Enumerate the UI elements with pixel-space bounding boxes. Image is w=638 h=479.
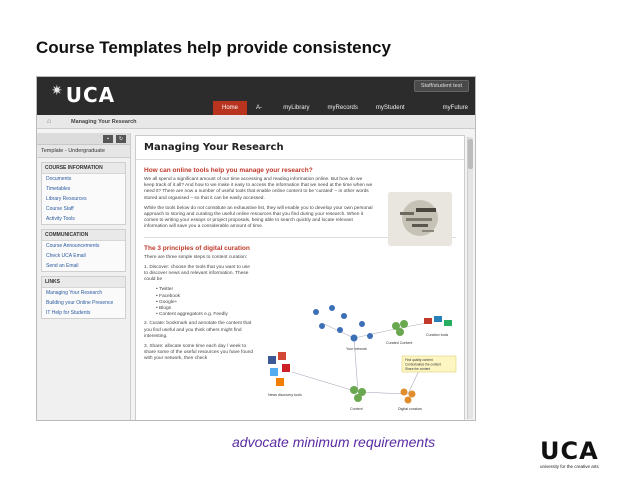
menu-section-heading: COURSE INFORMATION — [42, 163, 125, 174]
menu-item-activity-tools[interactable]: Activity Tools — [46, 215, 75, 222]
section-heading: How can online tools help you manage your research? — [144, 167, 313, 174]
scrollbar-thumb[interactable] — [468, 139, 473, 169]
logo-star-icon: ✷ — [51, 83, 64, 99]
diagram-label-curated: Curated Content — [386, 341, 413, 345]
paragraph: We all spend a significant amount of our time accessing and reading information online. But how do we keep track of it all? And how to we make it easy to access the information that we need at the time when we need it? There are now a number of useful tools that enable online content to be 'curated' – in other words stored and organised – so that it can be easily accessed. — [144, 177, 373, 201]
list-item-text: Blogs — [159, 306, 172, 312]
nav-tab-myfuture[interactable]: myFuture — [442, 105, 468, 111]
breadcrumb-bar — [37, 115, 476, 129]
list-item-text: Google+ — [159, 299, 178, 305]
section-heading: The 3 principles of digital curation — [144, 244, 250, 252]
menu-item-library-resources[interactable]: Library Resources — [46, 195, 87, 202]
nav-tab-mystudent-support[interactable]: myStudent — [375, 105, 405, 111]
menu-toolbar — [37, 133, 130, 145]
folder-icon[interactable]: ▪ — [103, 135, 113, 143]
nav-tab-a-z[interactable]: A- — [256, 105, 263, 111]
list-item: • Facebook — [156, 293, 181, 299]
paragraph: 1. Discover: choose the tools that you want to use to discover news and relevant information. These could be — [144, 264, 250, 283]
curation-diagram — [262, 294, 462, 421]
menu-section-links — [41, 276, 126, 319]
paragraph: While the tools below do not constitute an exhaustive list, they will enable you to develop your own personal approach to storing and curating the useful online resources that you find during your research. When it comes to writing your essays or project proposals, being able to search quickly and locate relevant information will save you a considerable amount of time. — [144, 205, 373, 230]
menu-section-heading: LINKS — [42, 277, 125, 288]
diagram-label-curators: Digital curators — [398, 407, 422, 411]
list-item: • Blogs — [156, 306, 172, 312]
menu-section-course-information — [41, 162, 126, 225]
slide-title: Course Templates help provide consistency — [36, 38, 391, 57]
list-item-text: Facebook — [159, 293, 181, 299]
menu-item-course-staff[interactable]: Course Staff — [46, 205, 74, 212]
course-title[interactable]: Template - Undergraduate — [37, 145, 130, 158]
home-icon[interactable]: ⌂ — [47, 118, 52, 125]
diagram-label-news: News discovery tools — [268, 393, 302, 397]
menu-item-check-uca-email[interactable]: Check UCA Email — [46, 252, 86, 259]
main-nav — [213, 101, 476, 115]
diagram-label-network: Your network — [346, 347, 367, 351]
list-item: • Google+ — [156, 299, 178, 305]
menu-item-timetables[interactable]: Timetables — [46, 185, 71, 192]
user-menu-button[interactable]: Staff/student test — [414, 80, 469, 92]
diagram-callout-line: Share the content — [405, 367, 431, 371]
diagram-label-content: Content — [350, 407, 363, 411]
page-scrollbar[interactable] — [467, 137, 473, 419]
menu-item-managing-your-research[interactable]: Managing Your Research — [46, 289, 103, 296]
course-menu — [37, 133, 131, 421]
diagram-callout-line: Contextualize the content — [405, 362, 441, 367]
logo-text: UCA — [65, 83, 116, 107]
list-item: • Twitter — [156, 287, 174, 293]
paragraph: 3. Share: allocate some time each day / week to share some of the useful resources you have found with your network, then check — [144, 344, 254, 362]
list-item-text: Twitter — [158, 287, 174, 293]
paragraph: There are three simple steps to content curation: — [144, 254, 248, 260]
content-area — [135, 135, 465, 421]
breadcrumb[interactable]: Managing Your Research — [71, 119, 137, 125]
menu-item-send-an-email[interactable]: Send an Email — [46, 262, 79, 269]
top-bar — [37, 77, 476, 115]
diagram-label-tools: Curation tools — [426, 333, 449, 337]
nav-tab-home[interactable]: Home — [213, 101, 247, 115]
menu-section-communication — [41, 229, 126, 272]
slide-caption: advocate minimum requirements — [232, 434, 436, 450]
refresh-icon[interactable]: ↻ — [116, 135, 126, 143]
menu-item-course-announcements[interactable]: Course Announcements — [46, 242, 100, 249]
tag-cloud-image — [388, 192, 452, 246]
menu-section-heading: COMMUNICATION — [42, 230, 125, 241]
diagram-callout-line: Find quality content — [405, 358, 433, 362]
brand-tagline: university for the creative arts — [540, 464, 599, 469]
menu-item-documents[interactable]: Documents — [46, 175, 72, 182]
nav-tab-myrecords[interactable]: myRecords — [327, 105, 358, 111]
vle-screenshot — [36, 76, 476, 421]
paragraph: 2. Curate: bookmark and annotate the content that you find useful and you think others might find interesting. — [144, 321, 252, 339]
uca-brand-logo — [540, 437, 599, 469]
nav-tab-mylibrary[interactable]: myLibrary — [283, 105, 310, 111]
brand-mark: UCA — [540, 437, 599, 465]
uca-logo[interactable] — [51, 83, 115, 107]
menu-item-it-help-for-students[interactable]: IT Help for Students — [46, 309, 91, 316]
list-item: • Content aggregators e.g. Feedly — [156, 312, 228, 318]
list-item-text: Content aggregators e.g. Feedly — [159, 312, 228, 318]
page-title: Managing Your Research — [136, 136, 464, 160]
menu-item-building-your-online-presence[interactable]: Building your Online Presence — [46, 299, 114, 306]
